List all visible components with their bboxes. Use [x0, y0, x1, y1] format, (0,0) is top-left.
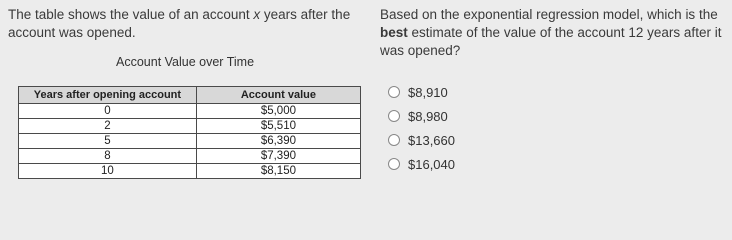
cell-value: $5,000 [196, 104, 360, 119]
header-account-value: Account value [196, 87, 360, 104]
table-row [19, 149, 361, 164]
answer-option[interactable] [388, 152, 455, 176]
table-row [19, 119, 361, 134]
cell-years: 5 [19, 134, 197, 149]
cell-value: $8,150 [196, 164, 360, 179]
option-label: $8,910 [408, 84, 448, 100]
radio-button[interactable] [388, 110, 400, 122]
prompt-variable: x [253, 7, 261, 22]
table-row [19, 164, 361, 179]
problem-prompt [8, 6, 368, 42]
prompt-text-1: The table shows the value of an account [8, 7, 254, 22]
answer-option[interactable] [388, 80, 455, 104]
account-value-table [18, 86, 361, 179]
table-row [19, 134, 361, 149]
option-label: $16,040 [408, 156, 455, 172]
option-label: $13,660 [408, 132, 455, 148]
cell-value: $6,390 [196, 134, 360, 149]
cell-value: $5,510 [196, 119, 360, 134]
cell-value: $7,390 [196, 149, 360, 164]
table-title: Account Value over Time [116, 55, 255, 69]
answer-options [388, 80, 455, 176]
header-years: Years after opening account [19, 87, 197, 104]
cell-years: 0 [19, 104, 197, 119]
cell-years: 8 [19, 149, 197, 164]
option-label: $8,980 [408, 108, 448, 124]
question-text-2: estimate of the value of the account 12 years after it was opened? [380, 25, 722, 58]
prompt-text-2: years after the account was opened. [8, 7, 351, 40]
cell-years: 2 [19, 119, 197, 134]
question-panel [380, 6, 726, 60]
problem-panel [8, 6, 368, 42]
question-emphasis: best [380, 25, 408, 40]
question-text-1: Based on the exponential regression model, which is the [380, 7, 718, 22]
table-row [19, 104, 361, 119]
answer-option[interactable] [388, 128, 455, 152]
answer-option[interactable] [388, 104, 455, 128]
radio-button[interactable] [388, 158, 400, 170]
radio-button[interactable] [388, 86, 400, 98]
cell-years: 10 [19, 164, 197, 179]
table-header-row [19, 87, 361, 104]
radio-button[interactable] [388, 134, 400, 146]
question-text [380, 6, 726, 60]
